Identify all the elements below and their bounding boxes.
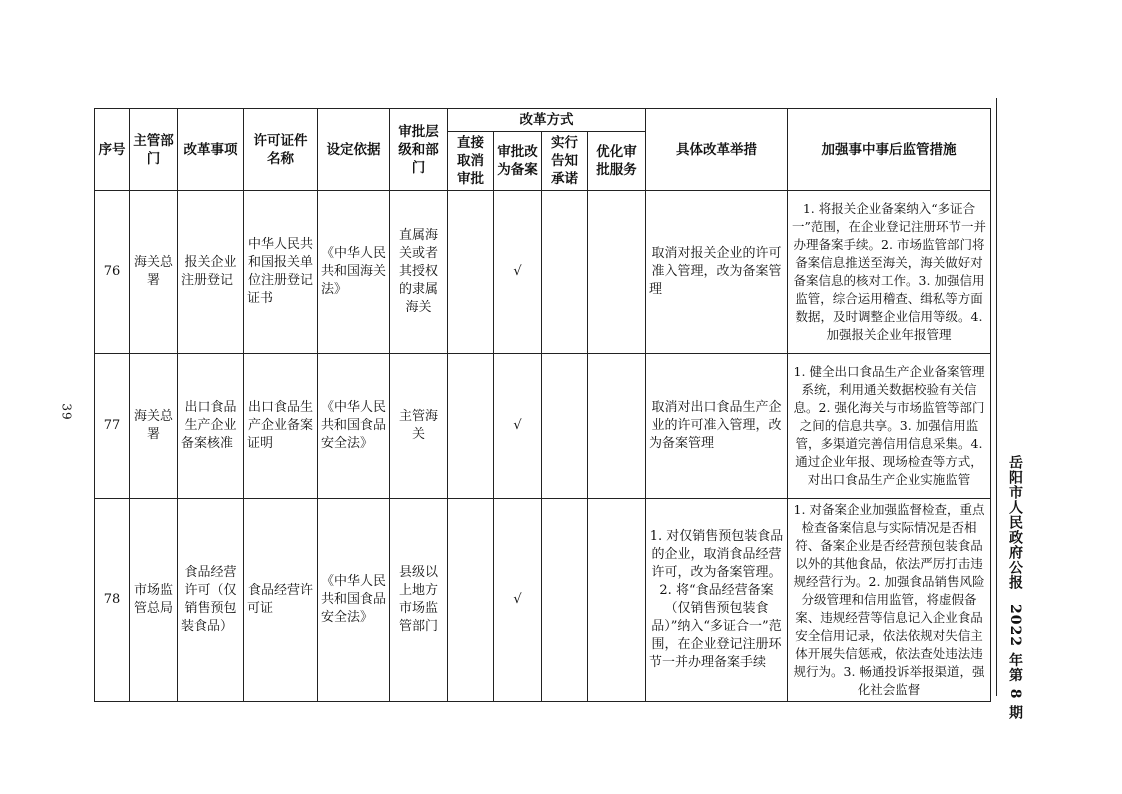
header-measures: 具体改革举措 bbox=[646, 109, 788, 191]
cell-dept: 市场监管总局 bbox=[130, 499, 178, 702]
cell-seq: 76 bbox=[95, 191, 130, 354]
header-dept: 主管部门 bbox=[130, 109, 178, 191]
cell-dept: 海关总署 bbox=[130, 354, 178, 499]
header-row-1 bbox=[95, 109, 991, 132]
header-item: 改革事项 bbox=[178, 109, 244, 191]
cell-dept: 海关总署 bbox=[130, 191, 178, 354]
header-seq: 序号 bbox=[95, 109, 130, 191]
cell-item: 食品经营许可（仅销售预包装食品） bbox=[178, 499, 244, 702]
header-reform-mode: 改革方式 bbox=[448, 109, 646, 132]
cell-mode-optimize bbox=[588, 191, 646, 354]
cell-seq: 77 bbox=[95, 354, 130, 499]
header-license: 许可证件名称 bbox=[244, 109, 318, 191]
cell-mode-cancel bbox=[448, 191, 494, 354]
cell-basis: 《中华人民共和国食品安全法》 bbox=[318, 499, 390, 702]
cell-license: 出口食品生产企业备案证明 bbox=[244, 354, 318, 499]
cell-basis: 《中华人民共和国食品安全法》 bbox=[318, 354, 390, 499]
cell-mode-notify bbox=[542, 354, 588, 499]
header-mode-optimize: 优化审批服务 bbox=[588, 132, 646, 191]
cell-license: 食品经营许可证 bbox=[244, 499, 318, 702]
cell-mode-optimize bbox=[588, 499, 646, 702]
cell-level: 主管海关 bbox=[390, 354, 448, 499]
table-row bbox=[95, 354, 991, 499]
header-supervision: 加强事中事后监管措施 bbox=[788, 109, 991, 191]
reform-table bbox=[94, 108, 991, 702]
cell-supervision: 1. 将报关企业备案纳入“多证合一”范围，在企业登记注册环节一并办理备案手续。2. 市场监管部门将备案信息推送至海关，海关做好对备案信息的核对工作。3. 加强信用监管，综合运用稽查、缉私等方面数据，及时调整企业信用等级。4. 加强报关企业年报管理 bbox=[788, 191, 991, 354]
table-row bbox=[95, 191, 991, 354]
header-mode-filing: 审批改为备案 bbox=[494, 132, 542, 191]
page-number: 39 bbox=[59, 403, 74, 421]
issue-number: 2022 年第 8 期 bbox=[1007, 604, 1023, 721]
cell-level: 直属海关或者其授权的隶属海关 bbox=[390, 191, 448, 354]
cell-mode-filing: √ bbox=[494, 499, 542, 702]
cell-mode-cancel bbox=[448, 499, 494, 702]
cell-supervision: 1. 对备案企业加强监督检查，重点检查备案信息与实际情况是否相符、备案企业是否经营预包装食品以外的其他食品，依法严厉打击违规经营行为。2. 加强食品销售风险分级管理和信用监管，将虚假备案、违规经营等信息记入企业食品安全信用记录，依法依规对失信主体开展失信惩戒，依法查处违法违规行为。3. 畅通投诉举报渠道，强化社会监督 bbox=[788, 499, 991, 702]
publication-title: 岳阳市人民政府公报 bbox=[1007, 455, 1023, 590]
cell-mode-notify bbox=[542, 499, 588, 702]
cell-measures: 1. 对仅销售预包装食品的企业，取消食品经营许可，改为备案管理。2. 将“食品经营备案（仅销售预包装食品）”纳入“多证合一”范围，在企业登记注册环节一并办理备案手续 bbox=[646, 499, 788, 702]
cell-mode-filing: √ bbox=[494, 354, 542, 499]
cell-supervision: 1. 健全出口食品生产企业备案管理系统，利用通关数据校验有关信息。2. 强化海关与市场监管等部门之间的信息共享。3. 加强信用监管，多渠道完善信用信息采集。4. 通过企业年报、现场检查等方式，对出口食品生产企业实施监管 bbox=[788, 354, 991, 499]
cell-basis: 《中华人民共和国海关法》 bbox=[318, 191, 390, 354]
cell-seq: 78 bbox=[95, 499, 130, 702]
cell-item: 出口食品生产企业备案核准 bbox=[178, 354, 244, 499]
header-mode-cancel: 直接取消审批 bbox=[448, 132, 494, 191]
header-mode-notify: 实行告知承诺 bbox=[542, 132, 588, 191]
cell-license: 中华人民共和国报关单位注册登记证书 bbox=[244, 191, 318, 354]
header-level: 审批层级和部门 bbox=[390, 109, 448, 191]
cell-measures: 取消对报关企业的许可准入管理，改为备案管理 bbox=[646, 191, 788, 354]
running-head bbox=[1003, 455, 1025, 720]
cell-mode-optimize bbox=[588, 354, 646, 499]
table-row bbox=[95, 499, 991, 702]
cell-mode-cancel bbox=[448, 354, 494, 499]
header-basis: 设定依据 bbox=[318, 109, 390, 191]
cell-mode-notify bbox=[542, 191, 588, 354]
cell-item: 报关企业注册登记 bbox=[178, 191, 244, 354]
side-rule bbox=[996, 98, 997, 696]
cell-measures: 取消对出口食品生产企业的许可准入管理，改为备案管理 bbox=[646, 354, 788, 499]
cell-mode-filing: √ bbox=[494, 191, 542, 354]
cell-level: 县级以上地方市场监管部门 bbox=[390, 499, 448, 702]
